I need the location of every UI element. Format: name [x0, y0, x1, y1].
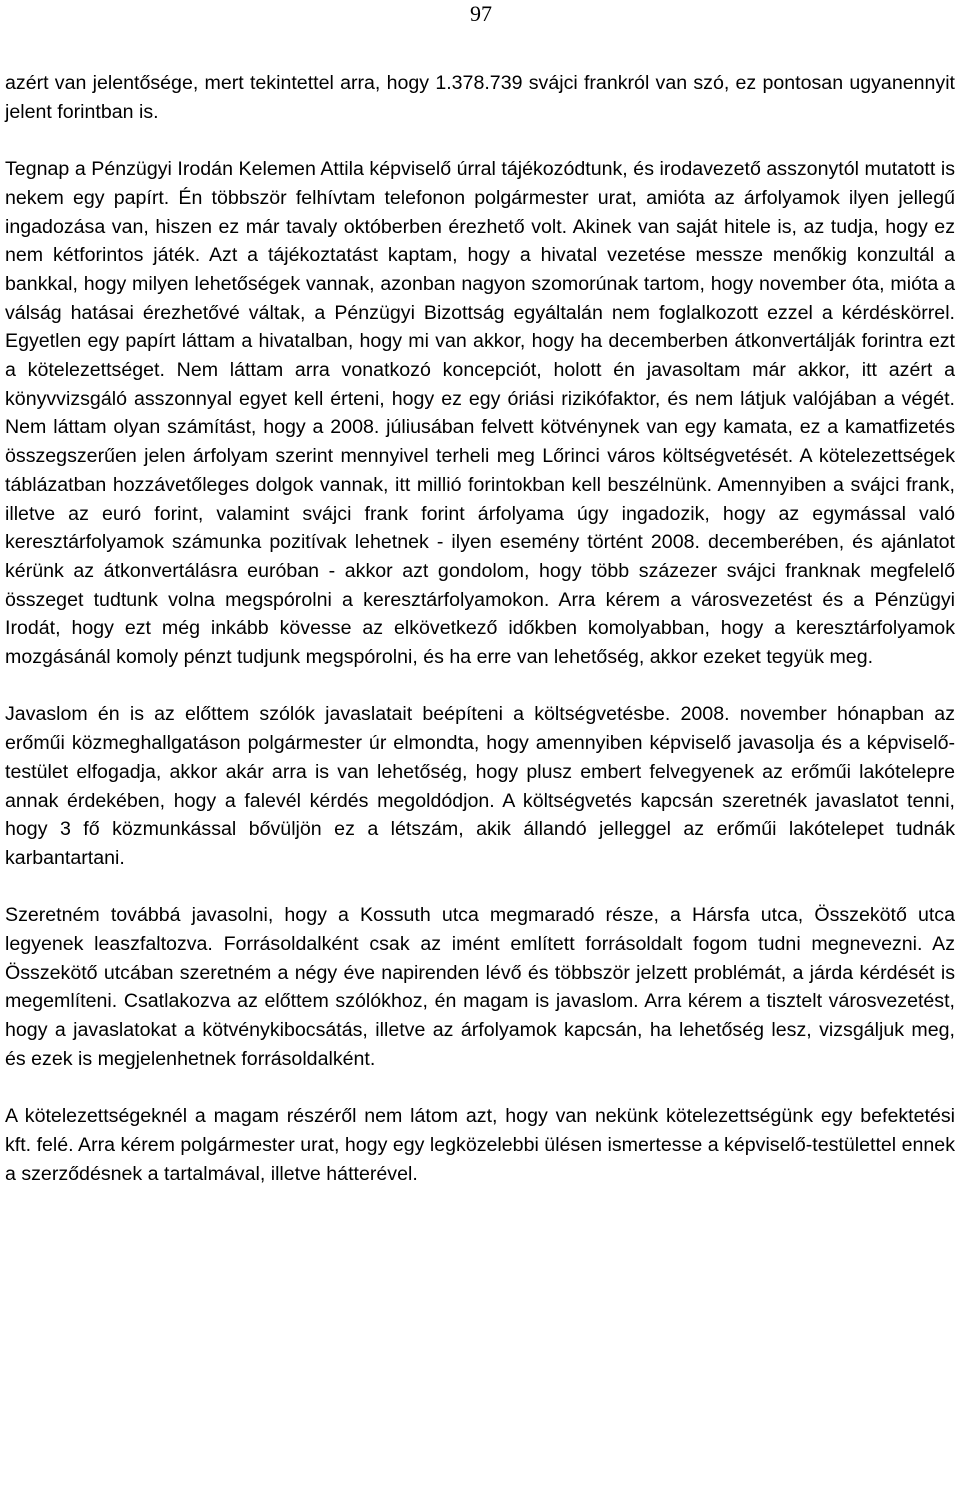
page-number: 97: [470, 1, 492, 26]
paragraph: Szeretném továbbá javasolni, hogy a Kossuth utca megmaradó része, a Hársfa utca, Összekötő utca legyenek leaszfaltozva. Forrásoldalként csak az imént említett forrásoldalt fogom tudni megnevezni. Az Összekötő utcában szeretném a négy éve napirenden lévő és többször jelzett problémát, a járda kérdését is megemlíteni. Csatlakozva az előttem szólókhoz, én magam is javaslom. Arra kérem a tisztelt városvezetést, hogy a javaslatokat a kötvénykibocsátás, illetve az árfolyamok kapcsán, ha lehetőség lesz, vizsgáljuk meg, és ezek is megjelenhetnek forrásoldalként.: [5, 904, 955, 1070]
document-body: [5, 69, 955, 1188]
paragraph: Javaslom én is az előttem szólók javaslatait beépíteni a költségvetésbe. 2008. november hónapban az erőműi közmeghallgatáson polgármester úr elmondta, hogy amennyiben képviselő javasolja és a képviselő-testület elfogadja, akkor akár arra is van lehetőség, hogy plusz embert felvegyenek az erőműi lakótelepre annak érdekében, hogy a falevél kérdés megoldódjon. A költségvetés kapcsán szeretnék javaslatot tenni, hogy 3 fő közmunkással bővüljön ez a létszám, akik állandó jelleggel az erőműi lakótelepet tudnák karbantartani.: [5, 703, 955, 869]
paragraph: Tegnap a Pénzügyi Irodán Kelemen Attila képviselő úrral tájékozódtunk, és irodavezető asszonytól mutatott is nekem egy papírt. Én többször felhívtam telefonon polgármester urat, amióta az árfolyamok ilyen jellegű ingadozása van, hiszen ez már tavaly októberben érezhető volt. Akinek van saját hitele is, az tudja, hogy ez nem kétforintos játék. Azt a tájékoztatást kaptam, hogy a hivatal vezetése messze menőkig konzultál a bankkal, hogy milyen lehetőségek vannak, azonban nagyon szomorúnak tartom, hogy november óta, mióta a válság hatásai érezhetővé váltak, a Pénzügyi Bizottság egyáltalán nem foglalkozott ezzel a kérdéskörrel. Egyetlen egy papírt láttam a hivatalban, hogy mi van akkor, hogy ha decemberben átkonvertálják forintra ezt a kötelezettséget. Nem láttam arra vonatkozó koncepciót, holott én javasoltam már akkor, itt azért a könyvvizsgáló asszonnyal egyet kell érteni, hogy ez egy óriási rizikófaktor, és nem látjuk valójában a végét. Nem láttam olyan számítást, hogy a 2008. júliusában felvett kötvénynek van egy kamata, ez a kamatfizetés összegszerűen jelen árfolyam szerint mennyivel terheli meg Lőrinci város költségvetését. A kötelezettségek táblázatban hozzávetőleges dolgok vannak, itt millió forintokban kell beszélnünk. Amennyiben a svájci frank, illetve az euró forint, valamint svájci frank forint árfolyama úgy ingadozik, hogy az egymással való keresztárfolyamok számunka pozitívak lehetnek - ilyen esemény történt 2008. decemberében, és ajánlatot kérünk az átkonvertálásra euróban - akkor azt gondolom, hogy több százezer svájci franknak megfelelő összeget tudtunk volna megspórolni a keresztárfolyamokon. Arra kérem a városvezetést és a Pénzügyi Irodát, hogy ezt még inkább kövesse az elkövetkező időkben komolyabban, hogy a keresztárfolyamok mozgásánál komoly pénzt tudjunk megspórolni, és ha erre van lehetőség, akkor ezeket tegyük meg.: [5, 158, 955, 669]
paragraph: azért van jelentősége, mert tekintettel arra, hogy 1.378.739 svájci frankról van szó, ez pontosan ugyanennyit jelent forintban is.: [5, 72, 955, 123]
paragraph: A kötelezettségeknél a magam részéről nem látom azt, hogy van nekünk kötelezettségünk egy befektetési kft. felé. Arra kérem polgármester urat, hogy egy legközelebbi ülésen ismertesse a képviselő-testülettel ennek a szerződésnek a tartalmával, illetve hátterével.: [5, 1105, 955, 1185]
